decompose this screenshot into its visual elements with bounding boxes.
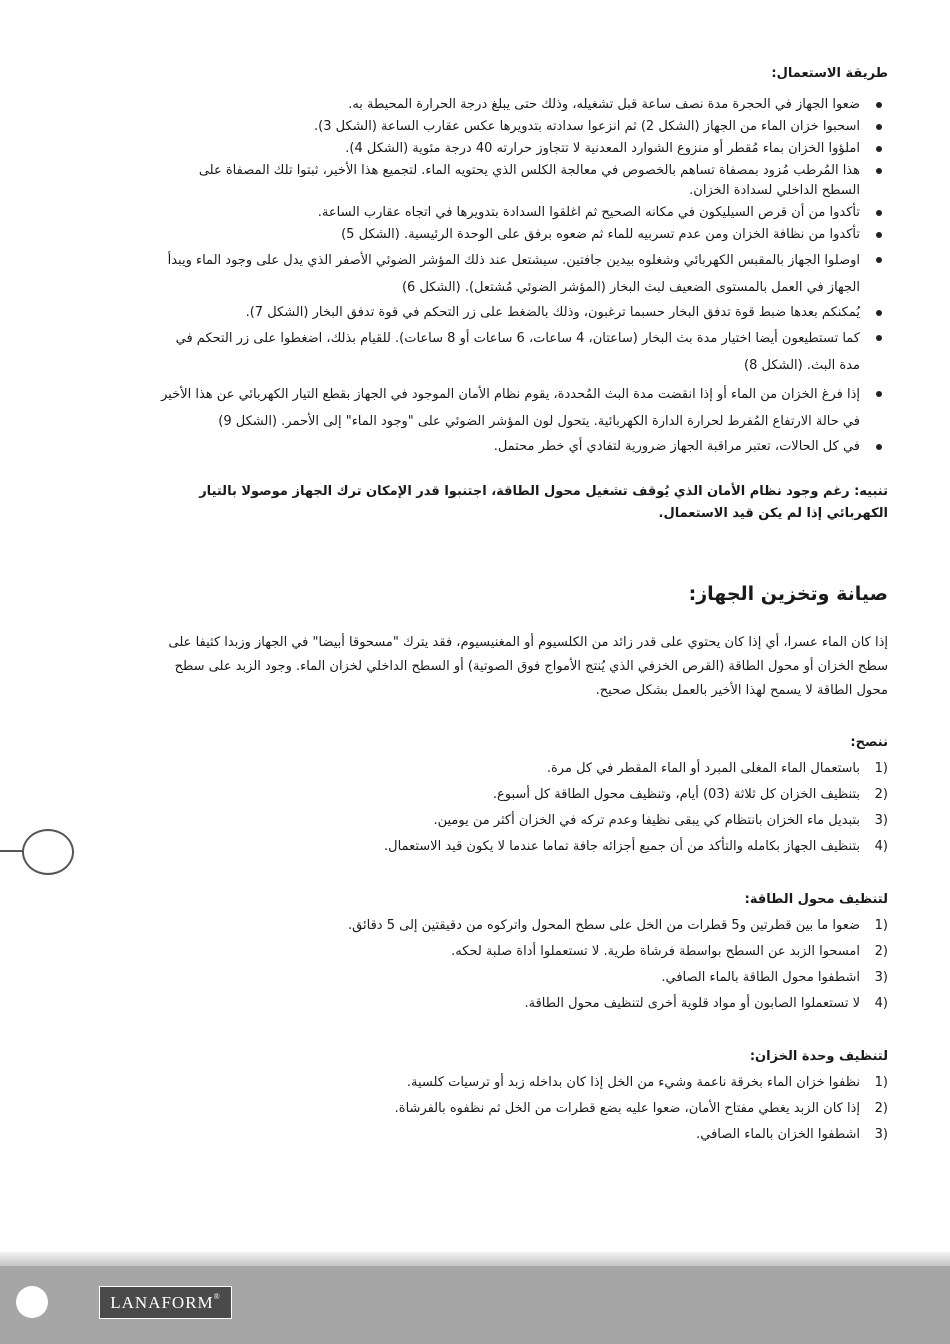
list-item: 2) إذا كان الزبد يغطي مفتاح الأمان، ضعوا عليه بضع قطرات من الخل ثم نظفوه بالفرشاة. bbox=[394, 1101, 888, 1116]
bullet-icon bbox=[876, 232, 882, 238]
list-item: 3) اشطفوا الخزان بالماء الصافي. bbox=[696, 1127, 888, 1142]
bullet-icon bbox=[876, 210, 882, 216]
list-item: تأكدوا من نظافة الخزان ومن عدم تسربيه للماء ثم ضعوه برفق على الوحدة الرئيسية. (الشكل 5) bbox=[160, 225, 888, 245]
list-item: 1) باستعمال الماء المغلى المبرد أو الماء المقطر في كل مرة. bbox=[546, 761, 888, 776]
list-item: في كل الحالات، تعتبر مراقبة الجهاز ضرورية لتفادي أي خطر محتمل. bbox=[160, 437, 888, 457]
list-item: اسحبوا خزان الماء من الجهاز (الشكل 2) ثم انزعوا سدادته بتدويرها عكس عقارب الساعة (الشكل 3). bbox=[160, 117, 888, 137]
bullet-icon bbox=[876, 168, 882, 174]
maintenance-paragraph: إذا كان الماء عسرا، أي إذا كان يحتوي على قدر زائد من الكلسيوم أو المغنيسيوم، فقد يترك "مسحوقا أبيضا" في الجهاز وزبدا كثيفا على سطح الخزان أو محول الطاقة (القرص الخزفي الذي يُنتج الأمواج فوق الصوتية) أو السطح الداخلي لخزان الماء. وجود الزبد على سطح محول الطاقة لا يسمح لهذا الأخير بالعمل بشكل صحيح. bbox=[168, 635, 888, 698]
bullet-icon bbox=[876, 124, 882, 130]
list-item: 3) اشطفوا محول الطاقة بالماء الصافي. bbox=[661, 970, 888, 985]
tank-list bbox=[160, 1070, 888, 1148]
maintenance-title: صيانة وتخزين الجهاز: bbox=[688, 583, 888, 605]
list-item: اوصلوا الجهاز بالمقبس الكهربائي وشغلوه بيدين جافتين. سيشتعل عند ذلك المؤشر الضوئي الأصفر الذي يدل على وجود الماء ويبدأ الجهاز في العمل بالمستوى الضعيف لبث البخار (المؤشر الضوئي مُشتعل). (الشكل 6) bbox=[160, 247, 888, 301]
advice-list bbox=[160, 756, 888, 860]
footer-bar bbox=[0, 1266, 950, 1344]
list-item: املؤوا الخزان بماء مُقطر أو منزوع الشوارد المعدنية لا تتجاوز حرارته 40 درجة مئوية (الشكل 4). bbox=[160, 139, 888, 159]
bullet-icon bbox=[876, 335, 882, 341]
advice-heading: ننصح: bbox=[850, 735, 888, 750]
warning-note: تنبيه: رغم وجود نظام الأمان الذي يُوقف تشغيل محول الطاقة، اجتنبوا قدر الإمكان ترك الجهاز موصولا بالتيار الكهربائي إذا لم يكن قيد الاستعمال. bbox=[199, 484, 888, 521]
side-tab-line bbox=[0, 850, 24, 852]
list-item: 1) نظفوا خزان الماء بخرقة ناعمة وشيء من الخل إذا كان بداخله زبد أو ترسيات كلسية. bbox=[406, 1075, 888, 1090]
bullet-icon bbox=[876, 391, 882, 397]
list-item: 1) ضعوا ما بين قطرتين و5 قطرات من الخل على سطح المحول واتركوه من دقيقتين إلى 5 دقائق. bbox=[348, 918, 888, 933]
usage-list bbox=[160, 95, 888, 457]
tank-heading: لتنظيف وحدة الخزان: bbox=[749, 1049, 888, 1064]
page-number-circle bbox=[16, 1286, 48, 1318]
document-body bbox=[160, 66, 888, 1148]
usage-heading: طريقة الاستعمال: bbox=[771, 66, 888, 81]
list-item: 2) بتنظيف الخزان كل ثلاثة (03) أيام، وتنظيف محول الطاقة كل أسبوع. bbox=[492, 787, 888, 802]
brand-logo: LANAFORM® bbox=[99, 1286, 232, 1319]
transducer-heading: لتنظيف محول الطاقة: bbox=[744, 892, 888, 907]
list-item: ضعوا الجهاز في الحجرة مدة نصف ساعة قبل تشغيله، وذلك حتى يبلغ درجة الحرارة المحيطة به. bbox=[160, 95, 888, 115]
list-item: تأكدوا من أن قرص السيليكون في مكانه الصحيح ثم اغلقوا السدادة بتدويرها في اتجاه عقارب الساعة. bbox=[160, 203, 888, 223]
side-tab-circle bbox=[22, 829, 74, 875]
list-item: 3) بتبديل ماء الخزان بانتظام كي يبقى نظيفا وعدم تركه في الخزان أكثر من يومين. bbox=[433, 813, 888, 828]
bullet-icon bbox=[876, 257, 882, 263]
bullet-icon bbox=[876, 146, 882, 152]
list-item: إذا فرغ الخزان من الماء أو إذا انقضت مدة البث المُحددة، يقوم نظام الأمان الموجود في الجهاز بقطع التيار الكهربائي عن هذا الأخير في حالة الارتفاع المُفرط لحرارة الدارة الكهربائية. يتحول لون المؤشر الضوئي على "وجود الماء" إلى الأحمر. (الشكل 9) bbox=[160, 381, 888, 435]
bullet-icon bbox=[876, 444, 882, 450]
list-item: 2) امسحوا الزبد عن السطح بواسطة فرشاة طرية. لا تستعملوا أداة صلبة لحكه. bbox=[451, 944, 888, 959]
list-item: يُمكنكم بعدها ضبط قوة تدفق البخار حسبما ترغبون، وذلك بالضغط على زر التحكم في قوة تدفق البخار (الشكل 7). bbox=[160, 303, 888, 323]
bullet-icon bbox=[876, 310, 882, 316]
list-item: هذا المُرطب مُزود بمصفاة تساهم بالخصوص في معالجة الكلس الذي يحتويه الماء. لتجميع هذا الأخير، ثبتوا تلك المصفاة على السطح الداخلي لسدادة الخزان. bbox=[160, 161, 888, 201]
list-item: كما تستطيعون أيضا اختيار مدة بث البخار (ساعتان، 4 ساعات، 6 ساعات أو 8 ساعات). للقيام بذلك، اضغطوا على زر التحكم في مدة البث. (الشكل 8) bbox=[160, 325, 888, 379]
list-item: 4) بتنظيف الجهاز بكامله والتأكد من أن جميع أجزائه جافة تماما عندما لا يكون قيد الاستعمال. bbox=[384, 839, 888, 854]
list-item: 4) لا تستعملوا الصابون أو مواد قلوية أخرى لتنظيف محول الطاقة. bbox=[524, 996, 888, 1011]
transducer-list bbox=[160, 913, 888, 1017]
bullet-icon bbox=[876, 102, 882, 108]
